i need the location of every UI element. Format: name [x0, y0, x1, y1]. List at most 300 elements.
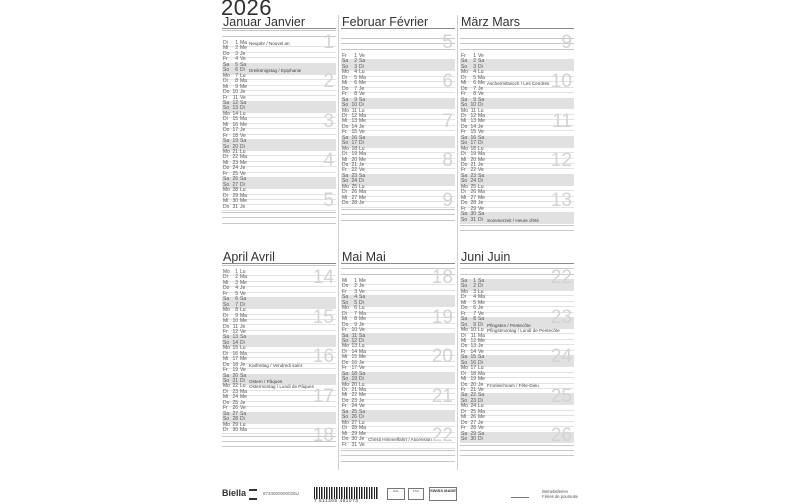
weekday-fr: Me	[359, 430, 366, 437]
weekday-fr: Me	[478, 414, 485, 421]
day-number: 20	[351, 156, 357, 163]
weekday-fr: Je	[359, 436, 365, 443]
day-number: 27	[351, 419, 357, 426]
day-number: 3	[473, 288, 476, 295]
weekday: Fr	[461, 310, 466, 317]
weekday-fr: Di	[240, 67, 245, 74]
month-title: Juni Juin	[461, 250, 511, 264]
weekday-fr: Sa	[359, 294, 366, 301]
weekday-fr: Di	[240, 301, 245, 308]
footer-note	[542, 490, 578, 499]
day-number: 8	[235, 307, 238, 314]
weekday: Fr	[223, 132, 228, 139]
weekday: Do	[342, 436, 349, 443]
day-number: 17	[232, 127, 238, 134]
day-number: 12	[232, 328, 238, 335]
day-number: 13	[470, 118, 476, 125]
weekday: Mi	[342, 430, 348, 437]
swiss-made-badge: SWISS MADE	[429, 487, 457, 501]
weekday-fr: Sa	[359, 332, 366, 339]
weekday-fr: Ve	[478, 387, 484, 393]
day-number: 30	[232, 427, 238, 434]
weekday-fr: Sa	[478, 430, 485, 437]
weekday-fr: Di	[478, 102, 483, 109]
grid-line	[222, 223, 336, 224]
day-number: 1	[235, 269, 238, 275]
weekday-fr: Ve	[240, 367, 246, 374]
day-number: 6	[354, 80, 357, 87]
weekday-fr: Ve	[478, 310, 484, 317]
day-number: 3	[354, 288, 357, 295]
weekday: Do	[461, 162, 468, 168]
day-number: 9	[354, 321, 357, 328]
weekday: Mi	[461, 80, 467, 87]
weekday: Mi	[342, 118, 348, 125]
day-number: 6	[354, 305, 357, 312]
day-number: 5	[235, 61, 238, 68]
weekday: So	[461, 63, 468, 70]
weekday-fr: Sa	[240, 372, 247, 379]
weekday-fr: Ve	[240, 170, 246, 177]
footer	[222, 486, 578, 504]
weekday-fr: Di	[359, 102, 364, 109]
day-number: 24	[232, 394, 238, 401]
weekday: Sa	[461, 354, 468, 361]
weekday-fr: Sa	[240, 138, 247, 145]
weekday-fr: Sa	[478, 134, 485, 141]
grid-line	[460, 49, 574, 50]
weekday: Sa	[342, 370, 349, 377]
weekday: Di	[342, 310, 347, 317]
day-number: 25	[232, 170, 238, 177]
weekday: Sa	[223, 410, 230, 417]
month-title: Januar Janvier	[223, 15, 305, 29]
day-number: 9	[235, 312, 238, 319]
weekday-fr: Me	[478, 156, 485, 163]
weekday-fr: Sa	[240, 176, 247, 183]
day-number: 15	[232, 345, 238, 352]
day-number: 28	[470, 200, 476, 207]
day-number: 16	[470, 134, 476, 141]
grid-line	[222, 217, 336, 218]
day-number: 27	[232, 181, 238, 188]
day-number: 20	[232, 143, 238, 150]
weekday: Sa	[223, 176, 230, 183]
day-number: 1	[473, 278, 476, 284]
weekday-fr: Ma	[359, 151, 366, 158]
weekday: Do	[223, 323, 230, 330]
weekday: Sa	[223, 372, 230, 379]
weekday-fr: Je	[359, 283, 365, 290]
weekday-fr: Di	[240, 339, 245, 346]
weekday-fr: Je	[240, 323, 246, 330]
weekday-fr: Je	[478, 162, 484, 168]
weekday-fr: Sa	[359, 58, 366, 65]
weekday: Mo	[461, 403, 468, 410]
day-row	[460, 218, 574, 224]
weekday-fr: Me	[478, 376, 485, 383]
weekday: Mo	[461, 288, 468, 295]
weekday: Fr	[461, 348, 466, 355]
weekday: Di	[461, 151, 466, 158]
day-number: 6	[473, 305, 476, 312]
weekday: Mo	[342, 419, 349, 426]
weekday: So	[342, 414, 349, 421]
weekday-fr: Je	[240, 399, 246, 406]
month-block	[222, 15, 336, 232]
weekday: Do	[342, 123, 349, 130]
weekday-fr: Lu	[359, 419, 365, 426]
weekday: Do	[342, 200, 349, 207]
day-number: 5	[235, 290, 238, 297]
week-number: 2	[323, 71, 334, 93]
day-number: 12	[232, 99, 238, 106]
weekday: Mo	[223, 269, 230, 275]
day-number: 3	[235, 50, 238, 57]
week-number: 8	[442, 150, 453, 172]
weekday: So	[461, 436, 468, 443]
weekday: Di	[461, 408, 466, 415]
weekday: Di	[342, 348, 347, 355]
weekday-fr: Ma	[359, 112, 366, 119]
holiday-label: Pfingstmontag / Lundi de Pentecôte	[487, 328, 560, 334]
weekday: Fr	[461, 205, 466, 212]
day-number: 25	[470, 183, 476, 190]
day-number: 15	[232, 116, 238, 123]
weekday-fr: Lu	[240, 110, 246, 117]
day-number: 21	[351, 387, 357, 393]
weekday: Fr	[461, 129, 466, 136]
weekday: Fr	[461, 53, 466, 59]
weekday-fr: Sa	[359, 134, 366, 141]
day-number: 7	[354, 85, 357, 92]
day-number: 22	[232, 154, 238, 161]
weekday: Fr	[342, 403, 347, 410]
weekday: Mo	[461, 365, 468, 372]
weekday-fr: Ma	[240, 312, 247, 319]
day-number: 16	[351, 134, 357, 141]
day-number: 13	[351, 118, 357, 125]
weekday: Fr	[461, 425, 466, 432]
column-divider	[457, 15, 458, 470]
weekday: Do	[342, 162, 349, 168]
grid-line	[341, 214, 455, 215]
day-number: 23	[232, 388, 238, 395]
weekday: Mo	[223, 149, 230, 155]
week-number: 23	[550, 306, 572, 328]
day-number: 23	[351, 172, 357, 179]
weekday-fr: Ma	[240, 40, 247, 46]
day-number: 19	[470, 151, 476, 158]
day-number: 7	[473, 310, 476, 317]
day-number: 1	[354, 53, 357, 59]
day-number: 24	[351, 403, 357, 410]
day-number: 25	[232, 399, 238, 406]
day-number: 24	[470, 178, 476, 185]
weekday-fr: Me	[359, 194, 366, 201]
weekday: Do	[223, 203, 230, 210]
week-number: 5	[442, 32, 453, 53]
weekday-fr: Sa	[359, 370, 366, 377]
week-number: 14	[312, 267, 334, 288]
weekday: Mi	[461, 414, 467, 421]
weekday: Mo	[223, 110, 230, 117]
day-number: 22	[470, 167, 476, 174]
week-number: 15	[312, 306, 334, 328]
weekday: Do	[223, 399, 230, 406]
weekday-fr: Ve	[240, 94, 246, 101]
weekday-fr: Di	[359, 299, 364, 306]
day-number: 17	[351, 140, 357, 147]
weekday-fr: Ve	[359, 365, 365, 372]
weekday: So	[223, 143, 230, 150]
weekday: Sa	[223, 99, 230, 106]
weekday-fr: Di	[240, 378, 245, 384]
weekday-fr: Me	[240, 83, 247, 90]
day-number: 10	[351, 102, 357, 109]
weekday: Mo	[461, 69, 468, 76]
grid-line	[460, 225, 574, 226]
day-number: 14	[351, 348, 357, 355]
weekday: So	[342, 299, 349, 306]
grid-line	[341, 220, 455, 221]
day-number: 12	[470, 337, 476, 344]
weekday: Sa	[342, 58, 349, 65]
weekday: Fr	[342, 129, 347, 136]
weekday-fr: Ma	[478, 370, 485, 377]
day-number: 21	[232, 149, 238, 155]
day-number: 11	[351, 332, 357, 339]
day-number: 6	[235, 296, 238, 303]
note-line	[511, 497, 529, 498]
weekday: Sa	[342, 172, 349, 179]
weekday: Di	[461, 370, 466, 377]
weekday-fr: Me	[478, 80, 485, 87]
day-number: 29	[232, 192, 238, 199]
weekday-fr: Lu	[359, 107, 365, 114]
weekday-fr: Me	[240, 198, 247, 205]
weekday-fr: Ma	[359, 348, 366, 355]
day-number: 20	[232, 372, 238, 379]
day-number: 12	[351, 112, 357, 119]
weekday-fr: Me	[240, 159, 247, 166]
day-number: 5	[473, 74, 476, 81]
day-number: 3	[235, 279, 238, 286]
weekday: Mo	[223, 345, 230, 352]
week-number: 16	[312, 346, 334, 368]
weekday: So	[461, 178, 468, 185]
weekday-fr: Ma	[359, 310, 366, 317]
week-number: 13	[550, 189, 572, 211]
weekday: Do	[461, 343, 468, 350]
day-number: 2	[473, 58, 476, 65]
weekday: Mo	[223, 187, 230, 194]
weekday: Sa	[223, 138, 230, 145]
weekday: Sa	[461, 211, 468, 218]
weekday: Mo	[223, 421, 230, 428]
weekday-fr: Lu	[478, 288, 484, 295]
day-number: 19	[470, 376, 476, 383]
week-number: 6	[442, 71, 453, 93]
weekday: So	[461, 102, 468, 109]
weekday-fr: Me	[240, 356, 247, 363]
day-number: 13	[351, 343, 357, 350]
weekday: Do	[461, 419, 468, 426]
day-row	[222, 205, 336, 211]
weekday: Di	[223, 388, 228, 395]
grid-line	[222, 36, 336, 37]
weekday: Fr	[223, 290, 228, 297]
weekday-fr: Ve	[478, 53, 484, 59]
day-number: 8	[473, 316, 476, 323]
weekday-fr: Di	[478, 283, 483, 290]
weekday-fr: Je	[240, 127, 246, 134]
weekday-fr: Me	[478, 194, 485, 201]
weekday-fr: Sa	[478, 172, 485, 179]
weekday: Mo	[223, 72, 230, 79]
weekday-fr: Lu	[478, 365, 484, 372]
day-number: 14	[470, 123, 476, 130]
day-number: 4	[473, 294, 476, 301]
weekday-fr: Lu	[359, 183, 365, 190]
weekday: Mi	[223, 279, 229, 286]
day-number: 19	[351, 151, 357, 158]
day-number: 9	[473, 321, 476, 328]
weekday: Di	[223, 192, 228, 199]
grid-line	[460, 43, 574, 44]
holiday-label: Christi Himmelfahrt / Ascension	[368, 437, 432, 443]
grid-line	[222, 212, 336, 213]
weekday: Mi	[223, 45, 229, 52]
weekday: Fr	[342, 53, 347, 59]
day-number: 27	[470, 419, 476, 426]
day-row	[341, 201, 455, 207]
month-block	[460, 15, 574, 232]
weekday-fr: Lu	[240, 72, 246, 79]
day-number: 29	[232, 421, 238, 428]
weekday: So	[342, 178, 349, 185]
weekday: Mo	[223, 307, 230, 314]
day-number: 28	[232, 187, 238, 194]
day-number: 7	[235, 72, 238, 79]
weekday-fr: Je	[240, 50, 246, 57]
weekday-fr: Je	[359, 359, 365, 366]
article-code: 8734000000026U	[263, 491, 299, 496]
weekday-fr: Ma	[478, 189, 485, 196]
weekday: Di	[342, 151, 347, 158]
month-rule	[222, 28, 336, 29]
weekday: Sa	[223, 61, 230, 68]
day-number: 13	[232, 334, 238, 341]
day-number: 24	[232, 165, 238, 172]
weekday: Sa	[342, 134, 349, 141]
weekday-fr: Lu	[240, 307, 246, 314]
grid-line	[341, 49, 455, 50]
weekday-fr: Di	[240, 181, 245, 188]
weekday-fr: Sa	[240, 296, 247, 303]
weekday: Mo	[461, 107, 468, 114]
weekday: So	[461, 321, 468, 328]
grid-line	[341, 43, 455, 44]
grid-line	[341, 38, 455, 39]
week-number: 21	[431, 385, 453, 407]
weekday: Di	[223, 40, 228, 46]
weekday-fr: Ma	[359, 387, 366, 393]
weekday: Sa	[461, 316, 468, 323]
weekday-fr: Ve	[359, 129, 365, 136]
weekday: So	[342, 102, 349, 109]
weekday: Do	[223, 361, 230, 368]
day-number: 10	[470, 327, 476, 334]
ral-seal-icon: RAL	[387, 488, 405, 500]
weekday: Di	[223, 154, 228, 161]
weekday: Mi	[223, 356, 229, 363]
holiday-label: Neujahr / Nouvel an	[249, 41, 290, 46]
weekday-fr: Ve	[359, 327, 365, 334]
day-number: 3	[473, 63, 476, 70]
day-number: 16	[232, 350, 238, 357]
day-number: 20	[351, 381, 357, 388]
weekday-fr: Me	[359, 392, 366, 399]
weekday-fr: Me	[240, 121, 247, 128]
weekday: Di	[223, 78, 228, 85]
weekday: Di	[461, 332, 466, 339]
day-number: 17	[351, 365, 357, 372]
weekday: Sa	[342, 332, 349, 339]
week-number: 10	[550, 71, 572, 93]
month-block	[222, 250, 336, 468]
weekday: Do	[342, 283, 349, 290]
day-number: 28	[351, 425, 357, 432]
day-number: 21	[470, 162, 476, 168]
weekday-fr: Di	[478, 216, 483, 223]
day-number: 21	[470, 387, 476, 393]
weekday-fr: Je	[359, 123, 365, 130]
weekday: Sa	[342, 408, 349, 415]
weekday-fr: Lu	[478, 107, 484, 114]
fsc-seal-icon: FSC	[408, 488, 424, 500]
week-number: 3	[323, 110, 334, 132]
weekday: Mo	[342, 381, 349, 388]
day-number: 8	[354, 91, 357, 98]
grid-line	[341, 455, 455, 456]
day-number: 23	[470, 172, 476, 179]
day-number: 11	[232, 94, 238, 101]
day-number: 22	[232, 383, 238, 390]
weekday: Sa	[223, 296, 230, 303]
weekday: Do	[223, 165, 230, 172]
day-number: 29	[351, 430, 357, 437]
weekday-fr: Ma	[478, 408, 485, 415]
weekday: Di	[461, 189, 466, 196]
month-block	[460, 250, 574, 468]
weekday-fr: Ma	[240, 154, 247, 161]
weekday-fr: Me	[478, 118, 485, 125]
day-number: 19	[351, 376, 357, 383]
weekday-fr: Sa	[478, 354, 485, 361]
weekday: Fr	[223, 405, 228, 412]
weekday-fr: Di	[240, 416, 245, 423]
weekday-fr: Di	[478, 397, 483, 404]
weekday-fr: Ve	[359, 167, 365, 174]
weekday-fr: Ma	[240, 192, 247, 199]
day-number: 26	[470, 414, 476, 421]
weekday-fr: Je	[359, 397, 365, 404]
weekday-fr: Ma	[478, 332, 485, 339]
holiday-label: Pfingsten / Pentecôte	[487, 322, 531, 328]
day-number: 15	[470, 129, 476, 136]
weekday: Fr	[342, 167, 347, 174]
